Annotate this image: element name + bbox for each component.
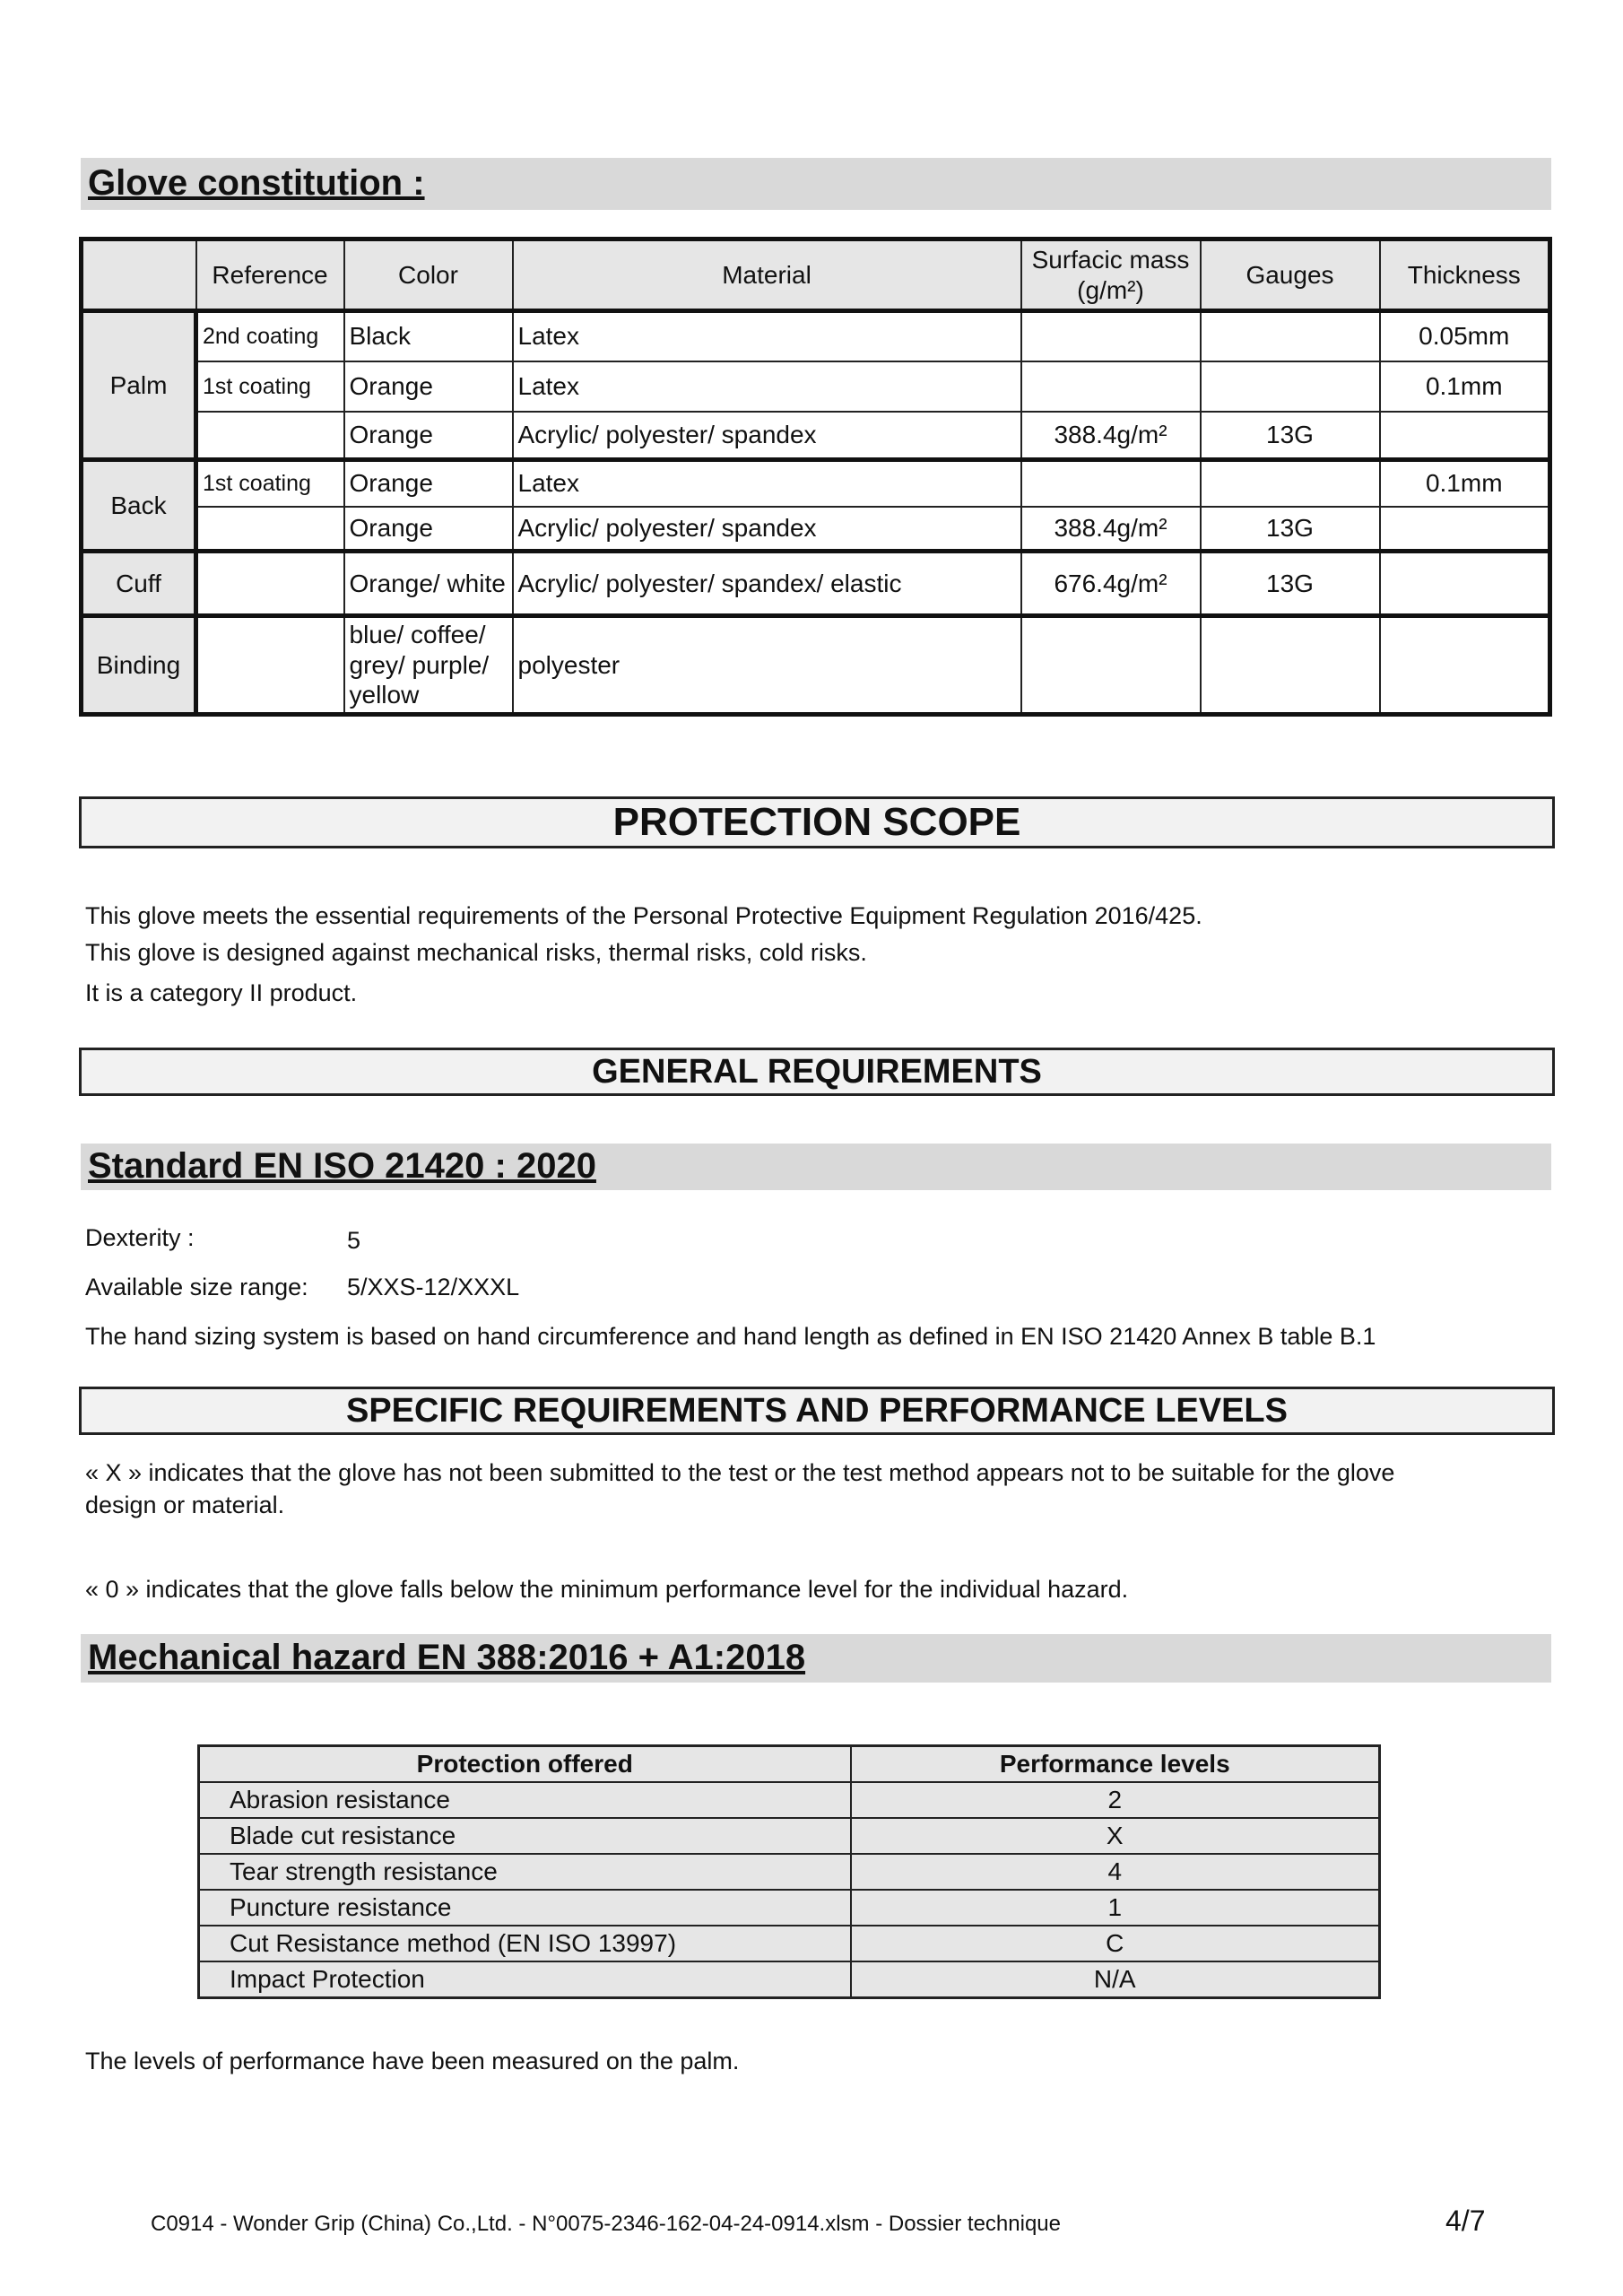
size-range-value: 5/XXS-12/XXXL [347,1274,520,1300]
table-row [82,552,1550,616]
part-binding: Binding [82,616,196,715]
thickness-cell [1380,412,1550,460]
material-cell: Latex [513,460,1021,507]
mass-cell [1021,361,1201,412]
material-cell: polyester [513,616,1021,715]
header-material: Material [513,239,1021,311]
table-row [199,1818,1380,1854]
header-part-blank [82,239,196,311]
zero-note: « 0 » indicates that the glove falls below the minimum performance level for the individual hazard. [85,1576,1129,1603]
table-row [199,1961,1380,1998]
material-cell: Latex [513,311,1021,361]
material-cell: Acrylic/ polyester/ spandex [513,412,1021,460]
glove-constitution-table [79,237,1552,717]
reference-cell [196,552,344,616]
performance-level: 1 [851,1890,1380,1926]
material-cell: Acrylic/ polyester/ spandex [513,507,1021,552]
color-cell: Orange [344,507,513,552]
dexterity-label: Dexterity : [85,1224,195,1251]
header-thickness: Thickness [1380,239,1550,311]
protection-name: Blade cut resistance [199,1818,851,1854]
col-performance-levels: Performance levels [851,1746,1380,1783]
mechanical-title: Mechanical hazard EN 388:2016 + A1:2018 [88,1638,806,1677]
footer-text: C0914 - Wonder Grip (China) Co.,Ltd. - N°0075-2346-162-04-24-0914.xlsm - Dossier technique [151,2212,1061,2236]
thickness-cell: 0.05mm [1380,311,1550,361]
standard-bar [81,1144,1551,1190]
sizing-note: The hand sizing system is based on hand circumference and hand length as defined in EN ISO 21420 Annex B table B.1 [85,1323,1376,1350]
protection-name: Tear strength resistance [199,1854,851,1890]
mass-cell: 388.4g/m² [1021,507,1201,552]
glove-constitution-bar [81,158,1551,210]
gauge-cell [1201,460,1380,507]
table-row [82,311,1550,361]
thickness-cell [1380,552,1550,616]
header-reference: Reference [196,239,344,311]
header-color: Color [344,239,513,311]
performance-level: X [851,1818,1380,1854]
table-row [199,1782,1380,1818]
thickness-cell: 0.1mm [1380,361,1550,412]
table-row [82,507,1550,552]
table-row [82,361,1550,412]
dexterity-value: 5 [347,1227,361,1254]
header-surfacic-mass: Surfacic mass (g/m²) [1021,239,1201,311]
mechanical-table [197,1744,1381,1999]
color-cell: Orange [344,361,513,412]
table-row [199,1890,1380,1926]
protection-scope-header: PROTECTION SCOPE [79,796,1555,848]
gauge-cell [1201,361,1380,412]
performance-level: N/A [851,1961,1380,1998]
glove-constitution-title: Glove constitution : [88,163,425,203]
standard-title: Standard EN ISO 21420 : 2020 [88,1146,596,1186]
reference-cell [196,412,344,460]
gauge-cell: 13G [1201,507,1380,552]
mass-cell [1021,460,1201,507]
reference-cell: 1st coating [196,361,344,412]
mass-cell: 388.4g/m² [1021,412,1201,460]
protection-name: Abrasion resistance [199,1782,851,1818]
page-number: 4/7 [1445,2205,1486,2237]
color-cell: Black [344,311,513,361]
performance-level: 4 [851,1854,1380,1890]
reference-cell: 2nd coating [196,311,344,361]
part-back: Back [82,460,196,552]
gauge-cell [1201,616,1380,715]
protection-name: Puncture resistance [199,1890,851,1926]
specific-requirements-header: SPECIFIC REQUIREMENTS AND PERFORMANCE LEVELS [79,1387,1555,1435]
table-row [82,460,1550,507]
protection-name: Cut Resistance method (EN ISO 13997) [199,1926,851,1961]
color-cell: blue/ coffee/ grey/ purple/ yellow [344,616,513,715]
reference-cell [196,507,344,552]
gauge-cell: 13G [1201,412,1380,460]
performance-note: The levels of performance have been measured on the palm. [85,2048,740,2074]
table-row [82,412,1550,460]
performance-level: C [851,1926,1380,1961]
color-cell: Orange [344,412,513,460]
material-cell: Latex [513,361,1021,412]
gauge-cell: 13G [1201,552,1380,616]
part-cuff: Cuff [82,552,196,616]
reference-cell: 1st coating [196,460,344,507]
mass-cell [1021,616,1201,715]
color-cell: Orange/ white [344,552,513,616]
material-cell: Acrylic/ polyester/ spandex/ elastic [513,552,1021,616]
table-row [199,1926,1380,1961]
mass-cell [1021,311,1201,361]
x-note-line-1: « X » indicates that the glove has not been submitted to the test or the test method appears not to be suitable for the glove [85,1459,1395,1486]
scope-line-1: This glove meets the essential requirements of the Personal Protective Equipment Regulation 2016/425. [85,902,1202,929]
col-protection-offered: Protection offered [199,1746,851,1783]
protection-name: Impact Protection [199,1961,851,1998]
table-row [199,1854,1380,1890]
general-requirements-header: GENERAL REQUIREMENTS [79,1048,1555,1096]
table-row [82,616,1550,715]
thickness-cell: 0.1mm [1380,460,1550,507]
header-gauges: Gauges [1201,239,1380,311]
thickness-cell [1380,616,1550,715]
scope-line-3: It is a category II product. [85,979,358,1006]
thickness-cell [1380,507,1550,552]
x-note-line-2: design or material. [85,1492,285,1518]
mechanical-bar [81,1634,1551,1683]
color-cell: Orange [344,460,513,507]
part-palm: Palm [82,311,196,460]
size-range-label: Available size range: [85,1274,308,1300]
mass-cell: 676.4g/m² [1021,552,1201,616]
scope-line-2: This glove is designed against mechanical risks, thermal risks, cold risks. [85,939,867,966]
performance-level: 2 [851,1782,1380,1818]
reference-cell [196,616,344,715]
gauge-cell [1201,311,1380,361]
